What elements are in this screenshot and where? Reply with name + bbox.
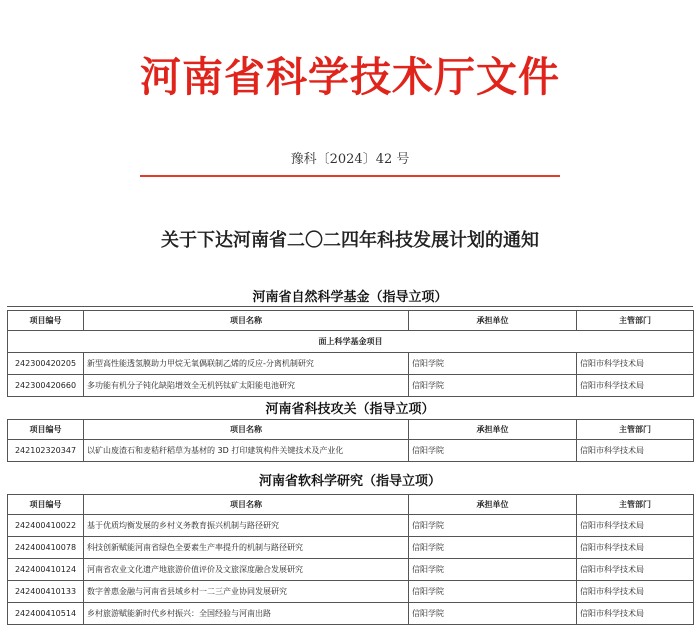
cell-project-name: 数字普惠金融与河南省县域乡村一二三产业协同发展研究	[84, 581, 409, 603]
document-header-title: 河南省科学技术厅文件	[140, 53, 560, 101]
natural-science-table	[7, 310, 694, 397]
cell-project-name: 多功能有机分子钝化缺陷增效全无机钙钛矿太阳能电池研究	[84, 375, 409, 397]
cell-dept: 信阳市科学技术局	[577, 375, 694, 397]
cell-project-name: 基于优质均衡发展的乡村义务教育振兴机制与路径研究	[84, 515, 409, 537]
table-row	[8, 375, 694, 397]
column-header-dept: 主管部门	[577, 420, 694, 440]
cell-dept: 信阳市科学技术局	[577, 537, 694, 559]
section-title-tech-research: 河南省科技攻关（指导立项）	[265, 402, 435, 417]
column-header-name: 项目名称	[84, 311, 409, 331]
cell-dept: 信阳市科学技术局	[577, 515, 694, 537]
tech-research-table	[7, 419, 694, 462]
cell-project-name: 新型高性能透氢膜助力甲烷无氧偶联制乙烯的反应-分离机制研究	[84, 353, 409, 375]
cell-unit: 信阳学院	[409, 515, 577, 537]
column-header-name: 项目名称	[84, 495, 409, 515]
cell-unit: 信阳学院	[409, 603, 577, 625]
soft-science-table	[7, 494, 694, 625]
table-row	[8, 559, 694, 581]
cell-dept: 信阳市科学技术局	[577, 559, 694, 581]
cell-project-name: 乡村旅游赋能新时代乡村振兴：全国经验与河南出路	[84, 603, 409, 625]
cell-project-name: 河南省农业文化遗产地旅游价值评价及文旅深度融合发展研究	[84, 559, 409, 581]
column-header-unit: 承担单位	[409, 311, 577, 331]
table-row	[8, 353, 694, 375]
table-header-row	[8, 420, 694, 440]
notice-title: 关于下达河南省二〇二四年科技发展计划的通知	[161, 230, 539, 251]
red-divider	[140, 175, 560, 177]
cell-unit: 信阳学院	[409, 581, 577, 603]
table-row	[8, 515, 694, 537]
section-divider	[7, 306, 693, 307]
column-header-dept: 主管部门	[577, 495, 694, 515]
table-header-row	[8, 495, 694, 515]
cell-unit: 信阳学院	[409, 537, 577, 559]
cell-project-id: 242300420660	[8, 375, 84, 397]
table-row	[8, 537, 694, 559]
column-header-dept: 主管部门	[577, 311, 694, 331]
table-row	[8, 440, 694, 462]
cell-project-name: 以矿山废渣石和麦秸秆稻草为基材的 3D 打印建筑构件关键技术及产业化	[84, 440, 409, 462]
column-header-unit: 承担单位	[409, 495, 577, 515]
cell-dept: 信阳市科学技术局	[577, 581, 694, 603]
cell-unit: 信阳学院	[409, 375, 577, 397]
section-title-soft-science: 河南省软科学研究（指导立项）	[258, 474, 441, 489]
cell-project-id: 242300420205	[8, 353, 84, 375]
column-header-id: 项目编号	[8, 420, 84, 440]
cell-project-id: 242400410124	[8, 559, 84, 581]
column-header-id: 项目编号	[8, 495, 84, 515]
cell-dept: 信阳市科学技术局	[577, 353, 694, 375]
column-header-id: 项目编号	[8, 311, 84, 331]
cell-project-name: 科技创新赋能河南省绿色全要素生产率提升的机制与路径研究	[84, 537, 409, 559]
table-row	[8, 581, 694, 603]
subheader-general-fund: 面上科学基金项目	[8, 331, 694, 353]
column-header-name: 项目名称	[84, 420, 409, 440]
table-header-row	[8, 311, 694, 331]
column-header-unit: 承担单位	[409, 420, 577, 440]
cell-unit: 信阳学院	[409, 440, 577, 462]
cell-project-id: 242102320347	[8, 440, 84, 462]
table-row	[8, 603, 694, 625]
cell-unit: 信阳学院	[409, 559, 577, 581]
cell-dept: 信阳市科学技术局	[577, 603, 694, 625]
cell-dept: 信阳市科学技术局	[577, 440, 694, 462]
cell-project-id: 242400410078	[8, 537, 84, 559]
cell-project-id: 242400410133	[8, 581, 84, 603]
section-title-natural-science: 河南省自然科学基金（指导立项）	[252, 290, 448, 305]
document-number: 豫科〔2024〕42 号	[290, 152, 410, 167]
cell-project-id: 242400410022	[8, 515, 84, 537]
cell-project-id: 242400410514	[8, 603, 84, 625]
table-subheader-row	[8, 331, 694, 353]
cell-unit: 信阳学院	[409, 353, 577, 375]
